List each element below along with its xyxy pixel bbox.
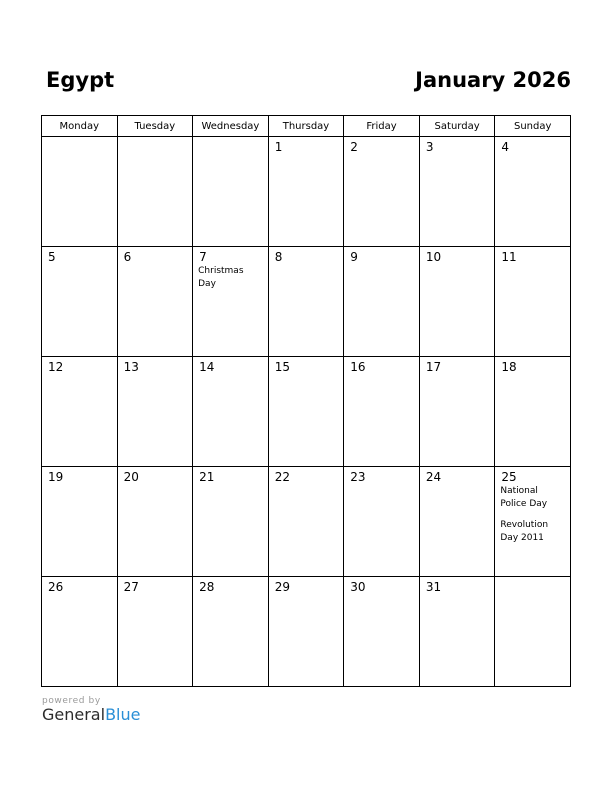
day-cell bbox=[419, 357, 495, 467]
generalblue-logo[interactable] bbox=[42, 705, 140, 724]
day-cell bbox=[495, 577, 571, 687]
month-title: January 2026 bbox=[415, 68, 571, 92]
day-number: 2 bbox=[350, 140, 358, 154]
day-cell bbox=[268, 357, 344, 467]
country-title: Egypt bbox=[46, 68, 115, 92]
day-number: 6 bbox=[123, 250, 132, 264]
day-number: 12 bbox=[48, 360, 64, 374]
day-cell bbox=[117, 247, 193, 357]
day-number: 26 bbox=[48, 580, 64, 594]
day-number: 19 bbox=[48, 470, 64, 484]
footer-branding bbox=[42, 696, 140, 724]
weekday-monday: Monday bbox=[42, 116, 118, 137]
day-cell bbox=[419, 577, 495, 687]
day-number: 9 bbox=[350, 250, 358, 264]
weekday-tuesday: Tuesday bbox=[117, 116, 193, 137]
day-number: 21 bbox=[199, 470, 215, 484]
day-cell bbox=[344, 577, 420, 687]
day-number: 14 bbox=[199, 360, 215, 374]
day-cell bbox=[117, 137, 193, 247]
brand-blue: Blue bbox=[105, 705, 141, 724]
holiday-label: National Police Day bbox=[500, 486, 548, 509]
day-number: 18 bbox=[501, 360, 517, 374]
day-number: 25 bbox=[501, 470, 517, 484]
day-number: 20 bbox=[123, 470, 139, 484]
day-number: 27 bbox=[123, 580, 139, 594]
day-number: 30 bbox=[350, 580, 366, 594]
week-row bbox=[42, 577, 571, 687]
day-number: 1 bbox=[274, 140, 283, 154]
day-number: 5 bbox=[48, 250, 56, 264]
day-number: 24 bbox=[425, 470, 442, 484]
day-number: 23 bbox=[350, 470, 366, 484]
day-number: 10 bbox=[425, 250, 442, 264]
week-row bbox=[42, 247, 571, 357]
day-number: 15 bbox=[274, 360, 290, 374]
day-cell bbox=[42, 577, 118, 687]
weekday-thursday: Thursday bbox=[268, 116, 344, 137]
day-cell bbox=[495, 137, 571, 247]
holiday-label: Revolution Day 2011 bbox=[500, 520, 549, 543]
day-cell bbox=[344, 247, 420, 357]
day-number: 8 bbox=[274, 250, 283, 264]
day-number: 16 bbox=[350, 360, 366, 374]
day-number: 17 bbox=[425, 360, 442, 374]
weekday-saturday: Saturday bbox=[419, 116, 495, 137]
day-cell bbox=[344, 137, 420, 247]
day-number: 7 bbox=[199, 250, 207, 264]
day-number: 28 bbox=[199, 580, 215, 594]
day-cell bbox=[419, 247, 495, 357]
weekday-friday: Friday bbox=[344, 116, 420, 137]
day-cell bbox=[419, 137, 495, 247]
brand-general: General bbox=[42, 705, 106, 724]
day-cell bbox=[495, 467, 571, 577]
day-number: 11 bbox=[501, 250, 517, 264]
day-cell bbox=[42, 357, 118, 467]
day-cell bbox=[495, 247, 571, 357]
week-row bbox=[42, 137, 571, 247]
day-cell bbox=[193, 467, 269, 577]
day-number: 31 bbox=[425, 580, 442, 594]
day-cell bbox=[117, 357, 193, 467]
day-number: 13 bbox=[123, 360, 139, 374]
day-number: 29 bbox=[274, 580, 290, 594]
weekday-header-row bbox=[42, 116, 571, 137]
calendar-grid bbox=[41, 115, 571, 687]
day-cell bbox=[117, 577, 193, 687]
day-cell bbox=[117, 467, 193, 577]
day-cell bbox=[42, 137, 118, 247]
day-cell bbox=[42, 467, 118, 577]
week-row bbox=[42, 357, 571, 467]
weekday-sunday: Sunday bbox=[495, 116, 571, 137]
week-row bbox=[42, 467, 571, 577]
day-number: 4 bbox=[501, 140, 510, 154]
day-cell bbox=[193, 137, 269, 247]
day-cell bbox=[42, 247, 118, 357]
day-cell bbox=[495, 357, 571, 467]
day-cell bbox=[344, 467, 420, 577]
day-cell bbox=[268, 467, 344, 577]
day-cell bbox=[344, 357, 420, 467]
holiday-label: Christmas Day bbox=[198, 266, 244, 289]
day-cell bbox=[419, 467, 495, 577]
powered-by-text: powered by bbox=[42, 696, 101, 706]
day-number: 22 bbox=[274, 470, 290, 484]
day-cell bbox=[193, 577, 269, 687]
day-cell bbox=[268, 137, 344, 247]
day-cell bbox=[268, 247, 344, 357]
day-number: 3 bbox=[425, 140, 434, 154]
calendar-header bbox=[41, 68, 571, 100]
day-cell bbox=[193, 247, 269, 357]
day-cell bbox=[268, 577, 344, 687]
weekday-wednesday: Wednesday bbox=[193, 116, 269, 137]
day-cell bbox=[193, 357, 269, 467]
